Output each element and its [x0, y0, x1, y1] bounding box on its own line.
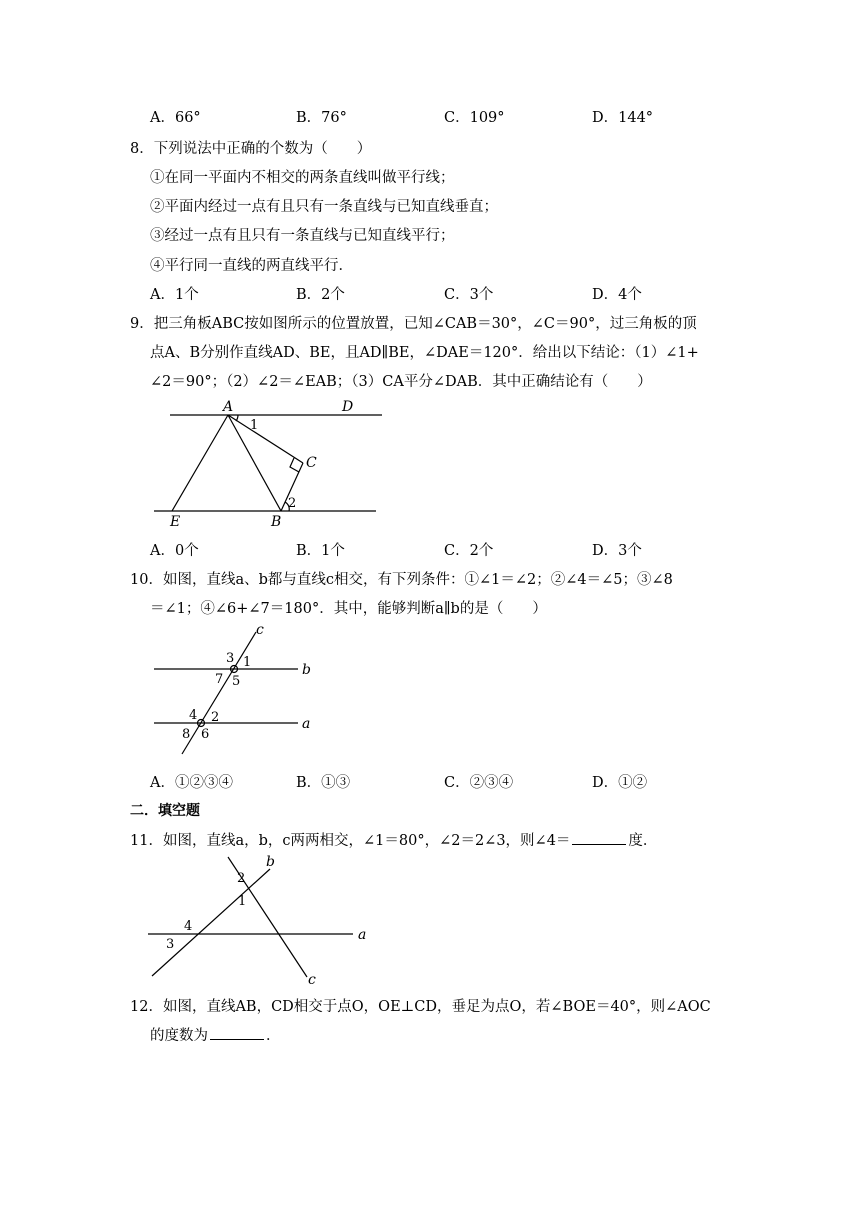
q8-option-c: C．3个 [444, 287, 494, 303]
q11-label-angle-2: 2 [237, 871, 246, 886]
q8-statement-3: ③经过一点有且只有一条直线与已知直线平行； [150, 228, 455, 244]
q9-line-ae [172, 415, 228, 511]
q10-line-c [182, 632, 256, 754]
q10-label-angle-8: 8 [182, 727, 191, 742]
q11-label-angle-3: 3 [166, 937, 175, 952]
q10-label-angle-2: 2 [211, 710, 220, 725]
q8-option-b: B．2个 [296, 287, 345, 303]
q10-label-angle-1: 1 [243, 655, 252, 670]
q9-figure [150, 396, 390, 530]
q10-option-c: C．②③④ [444, 775, 514, 791]
q9-stem-line-3: ∠2＝90°；（2）∠2＝∠EAB；（3）CA平分∠DAB．其中正确结论有（ ） [150, 374, 652, 390]
q12-stem-suffix: ． [266, 1028, 281, 1044]
q9-label-angle-2: 2 [288, 496, 297, 511]
q10-label-b: b [302, 662, 311, 678]
q11-label-angle-4: 4 [184, 919, 193, 934]
q8-statement-2: ②平面内经过一点有且只有一条直线与已知直线垂直； [150, 199, 498, 215]
q10-label-a: a [302, 716, 311, 732]
q11-stem-suffix: 度． [628, 833, 658, 849]
q9-option-c: C．2个 [444, 543, 494, 559]
q8-stem: 8．下列说法中正确的个数为（ ） [130, 141, 372, 157]
q9-option-d: D．3个 [592, 543, 642, 559]
q9-label-e: E [170, 514, 181, 530]
q10-label-angle-4: 4 [189, 708, 198, 723]
q11-answer-blank [572, 830, 626, 845]
q9-label-angle-1: 1 [250, 418, 259, 433]
q9-option-a: A．0个 [150, 543, 199, 559]
q10-stem-line-2: ＝∠1；④∠6+∠7＝180°．其中，能够判断a∥b的是（ ） [150, 601, 547, 617]
q9-label-b: B [271, 514, 282, 530]
q9-option-b: B．1个 [296, 543, 345, 559]
q12-stem-line-2 [150, 1024, 281, 1045]
q11-stem-text: 11．如图，直线a，b，c两两相交，∠1＝80°，∠2＝2∠3，则∠4＝ [130, 833, 571, 849]
q11-line-b [152, 869, 270, 976]
q10-label-angle-6: 6 [201, 727, 210, 742]
q10-label-angle-5: 5 [232, 674, 241, 689]
q8-option-d: D．4个 [592, 287, 642, 303]
q10-stem-line-1: 10．如图，直线a、b都与直线c相交，有下列条件：①∠1＝∠2；②∠4＝∠5；③∠8 [130, 572, 673, 588]
q8-statement-4: ④平行同一直线的两直线平行． [150, 258, 353, 274]
q11-figure [148, 854, 373, 986]
q7-option-d: D．144° [592, 110, 654, 126]
q11-label-c: c [308, 972, 316, 986]
q9-label-a: A [223, 399, 234, 415]
q10-option-a: A．①②③④ [150, 775, 233, 791]
q9-line-ac [228, 415, 303, 463]
q7-option-a: A．66° [150, 110, 201, 126]
q7-option-b: B．76° [296, 110, 347, 126]
q10-option-b: B．①③ [296, 775, 351, 791]
q12-stem-text: 的度数为 [150, 1028, 208, 1044]
q12-stem-line-1: 12．如图，直线AB，CD相交于点O，OE⊥CD，垂足为点O，若∠BOE＝40°，则∠AOC [130, 999, 711, 1015]
q11-label-b: b [266, 854, 275, 870]
q8-option-a: A．1个 [150, 287, 199, 303]
q11-stem [130, 829, 657, 850]
section-heading-fill-in: 二．填空题 [130, 803, 200, 819]
q11-label-a: a [358, 927, 367, 943]
q9-label-c: C [306, 455, 317, 471]
q10-label-angle-7: 7 [215, 672, 224, 687]
q10-label-c: c [256, 622, 264, 638]
q11-label-angle-1: 1 [238, 894, 247, 909]
q8-statement-1: ①在同一平面内不相交的两条直线叫做平行线； [150, 170, 455, 186]
q9-stem-line-1: 9．把三角板ABC按如图所示的位置放置，已知∠CAB＝30°，∠C＝90°，过三角板的顶 [130, 316, 697, 332]
q12-answer-blank [210, 1025, 264, 1040]
q9-label-d: D [342, 399, 354, 415]
q9-stem-line-2: 点A、B分别作直线AD、BE，且AD∥BE，∠DAE＝120°．给出以下结论：（1）∠1+ [150, 345, 699, 361]
q10-label-angle-3: 3 [226, 651, 235, 666]
q10-option-d: D．①② [592, 775, 648, 791]
q10-figure [150, 622, 320, 762]
q7-option-c: C．109° [444, 110, 505, 126]
q9-angle-1-arc [236, 415, 238, 421]
